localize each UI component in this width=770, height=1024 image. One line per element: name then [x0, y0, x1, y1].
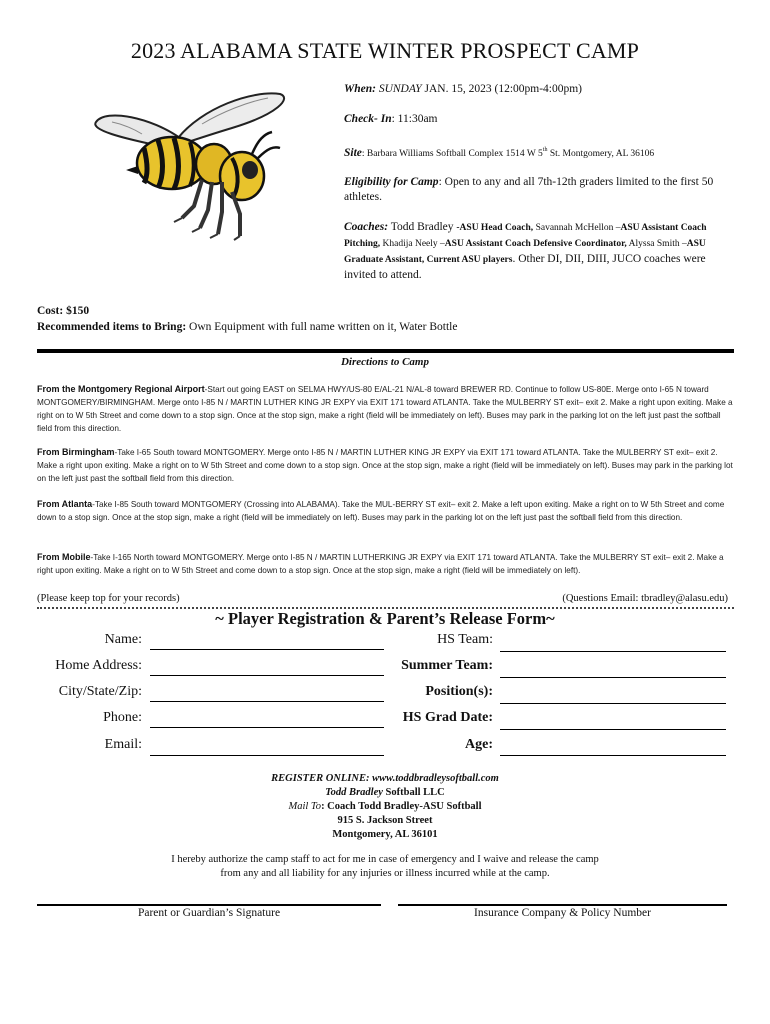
eligibility-label: Eligibility for Camp [344, 176, 439, 188]
section-divider [37, 349, 734, 353]
directions-header: Directions to Camp [340, 356, 429, 368]
site-sup: th [542, 147, 548, 153]
bring-value: Own Equipment with full name written on it, Water Bottle [186, 321, 458, 333]
register-online: REGISTER ONLINE: www.toddbradleysoftball.com [271, 773, 499, 784]
when-line [344, 82, 739, 97]
checkin-label: Check- In [344, 113, 392, 125]
hs-grad-date-field[interactable] [500, 729, 726, 730]
directions-text: -Take I-85 South toward MONTGOMERY (Crossing into ALABAMA). Take the MUL-BERRY ST exit– exit 2. Make a left upon exiting. Make a right on to W 5th Street and come down to a stop sign. Once at the stop sign, make a right (field will be immediately on left). Buses may park in the parking lot on the left just past the softball field from this direction. [37, 500, 725, 522]
home-address-label: Home Address: [55, 658, 142, 673]
positions-field[interactable] [500, 703, 726, 704]
directions-text: -Start out going EAST on SELMA HWY/US-80 E/AL-21 N/AL-8 toward BREWER RD. Continue to follow US-80E. Merge onto I-65 N toward MONTGOMERY/BIRMINGHAM. Merge onto I-85 N / MARTIN LUTHER KING JR EXPY via EXIT 171 toward ATLANTA. Take the MULBERRY ST exit– exit 2. Make a right upon exiting. Make a right on to W 5th Street and come down to a stop sign. Once at the stop sign, make a right (field will be immediately on left). Buses may park in the parking lot on the left just past the softball field from this direction. [37, 385, 733, 433]
coach-3: Khadija Neely – [380, 239, 445, 249]
coach-2: Savannah McHellon – [533, 223, 621, 233]
directions-text: -Take I-65 South toward MONTGOMERY. Merge onto I-85 N / MARTIN LUTHER KING JR EXPY via EXIT 171 toward ATLANTA. Take the MULBERRY ST exit– exit 2. Make a right upon exiting. Make a right on to W 5th Street and come down to a stop sign. Once at the stop sign, make a right (field will be immediately on left). Buses may park in the parking lot on the left just past the softball field from this direction. [37, 448, 733, 483]
age-label: Age: [465, 737, 493, 752]
hs-team-field[interactable] [500, 651, 726, 652]
street-address: 915 S. Jackson Street [337, 815, 433, 826]
when-value: JAN. 15, 2023 (12:00pm-4:00pm) [421, 83, 583, 95]
email-field[interactable] [150, 755, 384, 756]
release-line-2: from any and all liability for any injuries or illness incurred while at the camp. [220, 868, 550, 879]
directions-from: From Atlanta [37, 499, 93, 509]
mail-to-rest: : Coach Todd Bradley-ASU Softball [321, 801, 482, 812]
mail-to-label: Mail To [288, 801, 322, 812]
coaches-block [344, 220, 739, 283]
eligibility-line [344, 175, 739, 205]
site-value: : Barbara Williams Softball Complex 1514 W 5 [361, 148, 543, 159]
when-day: SUNDAY [378, 83, 422, 95]
directions-atlanta [37, 498, 734, 524]
form-title: ~ Player Registration & Parent’s Release Form~ [215, 609, 555, 628]
questions-note: (Questions Email: tbradley@alasu.edu) [562, 593, 728, 604]
signature-line[interactable] [37, 904, 381, 906]
mailing-block [0, 772, 770, 842]
coach-1-role: -ASU Head Coach, [456, 223, 534, 233]
hs-team-label: HS Team: [437, 632, 493, 647]
checkin-value: : 11:30am [391, 113, 438, 125]
when-label: When: [344, 83, 376, 95]
city-state-zip-field[interactable] [150, 701, 384, 702]
llc-rest: Softball LLC [382, 787, 445, 798]
directions-from: From Mobile [37, 552, 91, 562]
insurance-line[interactable] [398, 904, 727, 906]
directions-from: From the Montgomery Regional Airport [37, 384, 205, 394]
coach-4-role: ASU Graduate Assistant, Current ASU players [344, 239, 706, 265]
email-label: Email: [104, 737, 142, 752]
coach-3-role: ASU Assistant Coach Defensive Coordinator, [444, 239, 627, 249]
coach-4: Alyssa Smith – [626, 239, 687, 249]
keep-note: (Please keep top for your records) [37, 593, 180, 604]
coaches-label: Coaches: [344, 221, 389, 233]
positions-label: Position(s): [425, 684, 493, 699]
directions-airport [37, 383, 734, 435]
release-line-1: I hereby authorize the camp staff to act for me in case of emergency and I waive and release the camp [171, 854, 599, 865]
name-field[interactable] [150, 649, 384, 650]
directions-text: -Take I-165 North toward MONTGOMERY. Merge onto I-85 N / MARTIN LUTHERKING JR EXPY via EXIT 171 toward ATLANTA. Take the MULBERRY ST exit– exit 2. Make a right upon exiting. Make a right on to W 5th Street and come down to a stop sign. Once at the stop sign, make a right (field will be immediately on left). [37, 553, 724, 575]
phone-label: Phone: [103, 710, 142, 725]
eligibility-value: : Open to any and all 7th-12th graders limited to the first 50 athletes. [344, 176, 714, 203]
site-value2: St. Montgomery, AL 36106 [547, 148, 655, 159]
directions-from: From Birmingham [37, 447, 115, 457]
signature-label: Parent or Guardian’s Signature [137, 907, 281, 919]
coaches-tail: . Other DI, DII, DIII, JUCO coaches were invited to attend. [344, 253, 706, 281]
cost-label: Cost: $150 [37, 305, 90, 317]
insurance-label: Insurance Company & Policy Number [474, 907, 651, 919]
summer-team-label: Summer Team: [401, 658, 493, 673]
city-state-zip-label: City/State/Zip: [58, 684, 142, 699]
coach-1: Todd Bradley [388, 221, 457, 233]
city-address: Montgomery, AL 36101 [332, 829, 438, 840]
name-label: Name: [104, 632, 142, 647]
coach-2-role: ASU Assistant Coach Pitching, [344, 223, 707, 249]
directions-mobile [37, 551, 734, 577]
page-title: 2023 ALABAMA STATE WINTER PROSPECT CAMP [130, 38, 640, 63]
summer-team-field[interactable] [500, 677, 726, 678]
phone-field[interactable] [150, 727, 384, 728]
hornet-mascot-image [82, 88, 297, 243]
llc-name: Todd Bradley [325, 787, 383, 798]
cost-block [37, 303, 457, 335]
site-line [344, 143, 739, 162]
bring-label: Recommended items to Bring: [37, 321, 187, 333]
hs-grad-date-label: HS Grad Date: [402, 710, 493, 725]
release-statement [0, 853, 770, 881]
directions-birmingham [37, 446, 734, 485]
age-field[interactable] [500, 755, 726, 756]
checkin-line [344, 112, 739, 127]
site-label: Site [344, 146, 362, 159]
home-address-field[interactable] [150, 675, 384, 676]
